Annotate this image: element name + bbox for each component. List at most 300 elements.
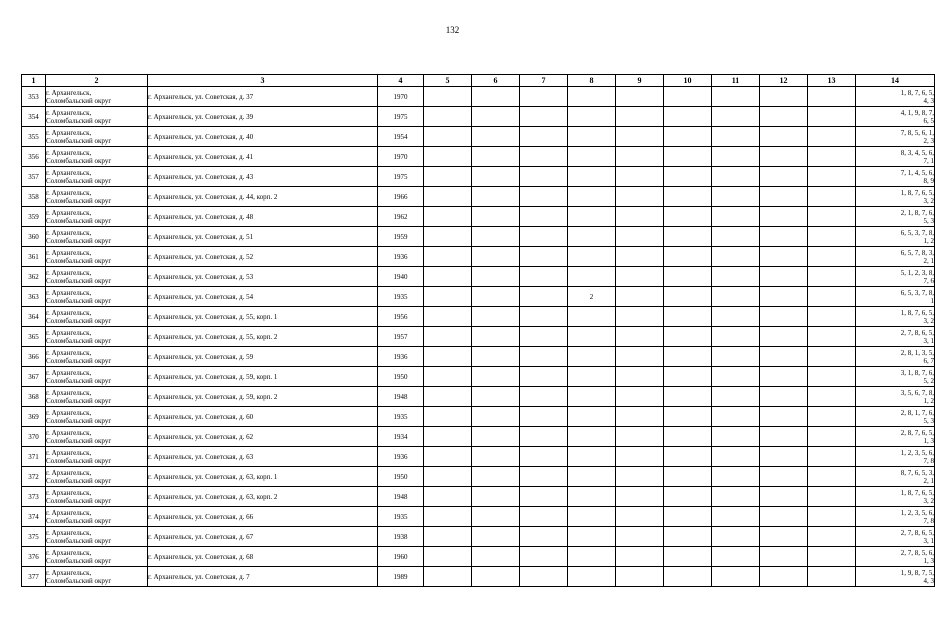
- column-6-cell: [472, 427, 520, 447]
- district-line: г. Архангельск,: [46, 408, 92, 417]
- district-line: г. Архангельск,: [46, 108, 92, 117]
- year-cell: 1989: [378, 567, 424, 587]
- column-13-cell: [808, 367, 856, 387]
- column-14-cell: [856, 487, 935, 507]
- year-cell: 1934: [378, 427, 424, 447]
- column-10-cell: [664, 487, 712, 507]
- year-cell: 1975: [378, 167, 424, 187]
- column-10-cell: [664, 87, 712, 107]
- column-9-cell: [616, 367, 664, 387]
- column-11-cell: [712, 467, 760, 487]
- column-5-cell: [424, 207, 472, 227]
- row-number: 368: [22, 387, 46, 407]
- column-10-cell: [664, 167, 712, 187]
- column-5-cell: [424, 387, 472, 407]
- table-row: [22, 387, 935, 407]
- column-5-cell: [424, 527, 472, 547]
- table-row: [22, 207, 935, 227]
- column-5-cell: [424, 307, 472, 327]
- column-14-line: 2, 7, 8, 5, 6,: [900, 548, 934, 557]
- column-header-1: 1: [22, 75, 46, 87]
- column-6-cell: [472, 367, 520, 387]
- column-9-cell: [616, 507, 664, 527]
- column-11-cell: [712, 547, 760, 567]
- column-14-line: 1, 2: [923, 236, 934, 245]
- column-5-cell: [424, 487, 472, 507]
- column-7-cell: [520, 207, 568, 227]
- column-14-cell: [856, 407, 935, 427]
- column-12-cell: [760, 207, 808, 227]
- row-number: 360: [22, 227, 46, 247]
- column-11-cell: [712, 147, 760, 167]
- district-cell: [46, 167, 148, 187]
- district-line: Соломбальский округ: [46, 236, 112, 245]
- column-8-cell: [568, 207, 616, 227]
- column-12-cell: [760, 487, 808, 507]
- column-14-cell: [856, 147, 935, 167]
- column-14-cell: [856, 267, 935, 287]
- column-14-cell: [856, 527, 935, 547]
- column-11-cell: [712, 527, 760, 547]
- column-6-cell: [472, 527, 520, 547]
- column-12-cell: [760, 127, 808, 147]
- column-6-cell: [472, 487, 520, 507]
- column-11-cell: [712, 187, 760, 207]
- column-header-3: 3: [148, 75, 378, 87]
- column-header-10: 10: [664, 75, 712, 87]
- column-9-cell: [616, 467, 664, 487]
- district-line: Соломбальский округ: [46, 416, 112, 425]
- column-10-cell: [664, 307, 712, 327]
- district-line: г. Архангельск,: [46, 88, 92, 97]
- column-14-line: 5, 1, 2, 3, 8,: [900, 268, 934, 277]
- buildings-table: [21, 74, 935, 587]
- year-cell: 1936: [378, 447, 424, 467]
- column-10-cell: [664, 347, 712, 367]
- column-13-cell: [808, 327, 856, 347]
- header-row: [22, 75, 935, 87]
- column-11-cell: [712, 347, 760, 367]
- column-14-line: 3, 1: [923, 336, 934, 345]
- row-number: 364: [22, 307, 46, 327]
- district-line: Соломбальский округ: [46, 436, 112, 445]
- district-line: Соломбальский округ: [46, 456, 112, 465]
- column-12-cell: [760, 107, 808, 127]
- row-number: 365: [22, 327, 46, 347]
- column-7-cell: [520, 307, 568, 327]
- column-14-line: 8, 7, 6, 5, 3,: [900, 468, 934, 477]
- address-cell: г. Архангельск, ул. Советская, д. 41: [148, 147, 378, 167]
- column-11-cell: [712, 567, 760, 587]
- address-cell: г. Архангельск, ул. Советская, д. 59: [148, 347, 378, 367]
- column-header-8: 8: [568, 75, 616, 87]
- column-10-cell: [664, 567, 712, 587]
- column-11-cell: [712, 447, 760, 467]
- row-number: 362: [22, 267, 46, 287]
- column-12-cell: [760, 467, 808, 487]
- address-cell: г. Архангельск, ул. Советская, д. 66: [148, 507, 378, 527]
- district-cell: [46, 127, 148, 147]
- district-line: Соломбальский округ: [46, 156, 112, 165]
- column-14-cell: [856, 167, 935, 187]
- column-14-cell: [856, 107, 935, 127]
- year-cell: 1950: [378, 467, 424, 487]
- column-9-cell: [616, 387, 664, 407]
- address-cell: г. Архангельск, ул. Советская, д. 62: [148, 427, 378, 447]
- table-body: [22, 87, 935, 587]
- column-5-cell: [424, 267, 472, 287]
- column-14-line: 3, 1, 8, 7, 6,: [900, 368, 934, 377]
- table-row: [22, 167, 935, 187]
- column-12-cell: [760, 227, 808, 247]
- column-7-cell: [520, 247, 568, 267]
- year-cell: 1950: [378, 367, 424, 387]
- column-12-cell: [760, 447, 808, 467]
- district-line: Соломбальский округ: [46, 516, 112, 525]
- district-cell: [46, 367, 148, 387]
- district-line: г. Архангельск,: [46, 508, 92, 517]
- district-line: г. Архангельск,: [46, 348, 92, 357]
- column-8-cell: [568, 547, 616, 567]
- column-8-cell: [568, 427, 616, 447]
- column-11-cell: [712, 227, 760, 247]
- district-line: г. Архангельск,: [46, 308, 92, 317]
- column-7-cell: [520, 507, 568, 527]
- district-line: г. Архангельск,: [46, 128, 92, 137]
- district-cell: [46, 267, 148, 287]
- column-header-7: 7: [520, 75, 568, 87]
- column-7-cell: [520, 327, 568, 347]
- column-8-cell: [568, 507, 616, 527]
- address-cell: г. Архангельск, ул. Советская, д. 54: [148, 287, 378, 307]
- row-number: 356: [22, 147, 46, 167]
- column-header-5: 5: [424, 75, 472, 87]
- column-13-cell: [808, 227, 856, 247]
- column-14-line: 3, 5, 6, 7, 8,: [900, 388, 934, 397]
- address-cell: г. Архангельск, ул. Советская, д. 48: [148, 207, 378, 227]
- district-line: г. Архангельск,: [46, 168, 92, 177]
- column-10-cell: [664, 227, 712, 247]
- column-13-cell: [808, 347, 856, 367]
- column-13-cell: [808, 287, 856, 307]
- column-6-cell: [472, 307, 520, 327]
- column-5-cell: [424, 427, 472, 447]
- district-cell: [46, 87, 148, 107]
- column-13-cell: [808, 127, 856, 147]
- district-cell: [46, 467, 148, 487]
- table-row: [22, 527, 935, 547]
- column-13-cell: [808, 487, 856, 507]
- column-14-line: 4, 3: [923, 576, 934, 585]
- column-7-cell: [520, 447, 568, 467]
- column-14-cell: [856, 467, 935, 487]
- column-14-cell: [856, 127, 935, 147]
- column-9-cell: [616, 227, 664, 247]
- column-6-cell: [472, 87, 520, 107]
- column-11-cell: [712, 287, 760, 307]
- table-row: [22, 107, 935, 127]
- district-line: г. Архангельск,: [46, 328, 92, 337]
- column-10-cell: [664, 127, 712, 147]
- column-9-cell: [616, 447, 664, 467]
- column-10-cell: [664, 287, 712, 307]
- table-row: [22, 347, 935, 367]
- column-5-cell: [424, 227, 472, 247]
- column-11-cell: [712, 387, 760, 407]
- district-cell: [46, 487, 148, 507]
- table-row: [22, 567, 935, 587]
- table-row: [22, 227, 935, 247]
- column-8-cell: [568, 247, 616, 267]
- address-cell: г. Архангельск, ул. Советская, д. 43: [148, 167, 378, 187]
- column-header-14: 14: [856, 75, 935, 87]
- year-cell: 1935: [378, 287, 424, 307]
- district-line: г. Архангельск,: [46, 388, 92, 397]
- column-12-cell: [760, 307, 808, 327]
- row-number: 372: [22, 467, 46, 487]
- column-13-cell: [808, 547, 856, 567]
- column-9-cell: [616, 487, 664, 507]
- column-10-cell: [664, 367, 712, 387]
- column-14-line: 8, 3, 4, 5, 6,: [900, 148, 934, 157]
- column-9-cell: [616, 527, 664, 547]
- column-9-cell: [616, 127, 664, 147]
- row-number: 371: [22, 447, 46, 467]
- column-14-line: 2, 7, 8, 6, 5,: [900, 328, 934, 337]
- column-13-cell: [808, 507, 856, 527]
- column-9-cell: [616, 187, 664, 207]
- district-cell: [46, 507, 148, 527]
- year-cell: 1970: [378, 147, 424, 167]
- district-line: Соломбальский округ: [46, 576, 112, 585]
- year-cell: 1956: [378, 307, 424, 327]
- column-12-cell: [760, 427, 808, 447]
- address-cell: г. Архангельск, ул. Советская, д. 7: [148, 567, 378, 587]
- column-11-cell: [712, 307, 760, 327]
- address-cell: г. Архангельск, ул. Советская, д. 60: [148, 407, 378, 427]
- column-5-cell: [424, 127, 472, 147]
- address-cell: г. Архангельск, ул. Советская, д. 63, корп. 2: [148, 487, 378, 507]
- column-14-line: 7, 8: [923, 516, 934, 525]
- district-cell: [46, 287, 148, 307]
- column-13-cell: [808, 147, 856, 167]
- column-6-cell: [472, 547, 520, 567]
- column-14-line: 3, 1: [923, 536, 934, 545]
- column-header-9: 9: [616, 75, 664, 87]
- district-line: г. Архангельск,: [46, 368, 92, 377]
- column-8-cell: [568, 147, 616, 167]
- column-8-cell: [568, 487, 616, 507]
- column-14-line: 2, 8, 1, 3, 5,: [900, 348, 934, 357]
- column-12-cell: [760, 327, 808, 347]
- column-8-cell: [568, 407, 616, 427]
- column-14-cell: [856, 367, 935, 387]
- column-5-cell: [424, 507, 472, 527]
- column-14-line: 2, 1: [923, 476, 934, 485]
- row-number: 357: [22, 167, 46, 187]
- column-9-cell: [616, 427, 664, 447]
- column-14-line: 7, 8: [923, 456, 934, 465]
- address-cell: г. Архангельск, ул. Советская, д. 39: [148, 107, 378, 127]
- district-cell: [46, 327, 148, 347]
- district-cell: [46, 527, 148, 547]
- district-line: г. Архангельск,: [46, 188, 92, 197]
- year-cell: 1940: [378, 267, 424, 287]
- district-line: Соломбальский округ: [46, 196, 112, 205]
- row-number: 353: [22, 87, 46, 107]
- column-7-cell: [520, 527, 568, 547]
- column-14-line: 7, 1, 4, 5, 6,: [900, 168, 934, 177]
- column-5-cell: [424, 247, 472, 267]
- column-10-cell: [664, 247, 712, 267]
- column-7-cell: [520, 367, 568, 387]
- district-cell: [46, 227, 148, 247]
- row-number: 367: [22, 367, 46, 387]
- district-cell: [46, 347, 148, 367]
- column-7-cell: [520, 467, 568, 487]
- column-11-cell: [712, 127, 760, 147]
- column-14-line: 2, 7, 8, 6, 5,: [900, 528, 934, 537]
- column-6-cell: [472, 287, 520, 307]
- district-line: Соломбальский округ: [46, 376, 112, 385]
- column-11-cell: [712, 327, 760, 347]
- column-13-cell: [808, 427, 856, 447]
- district-line: г. Архангельск,: [46, 548, 92, 557]
- column-6-cell: [472, 107, 520, 127]
- district-line: г. Архангельск,: [46, 428, 92, 437]
- column-14-cell: [856, 307, 935, 327]
- column-12-cell: [760, 187, 808, 207]
- column-10-cell: [664, 207, 712, 227]
- column-7-cell: [520, 387, 568, 407]
- column-11-cell: [712, 407, 760, 427]
- column-10-cell: [664, 447, 712, 467]
- column-14-line: 1, 8, 7, 6, 5,: [900, 188, 934, 197]
- column-13-cell: [808, 247, 856, 267]
- column-8-cell: [568, 387, 616, 407]
- row-number: 374: [22, 507, 46, 527]
- column-11-cell: [712, 487, 760, 507]
- column-13-cell: [808, 387, 856, 407]
- column-14-cell: [856, 347, 935, 367]
- address-cell: г. Архангельск, ул. Советская, д. 55, корп. 2: [148, 327, 378, 347]
- district-line: г. Архангельск,: [46, 568, 92, 577]
- address-cell: г. Архангельск, ул. Советская, д. 63, корп. 1: [148, 467, 378, 487]
- row-number: 373: [22, 487, 46, 507]
- column-14-line: 5, 3: [923, 216, 934, 225]
- address-cell: г. Архангельск, ул. Советская, д. 53: [148, 267, 378, 287]
- column-11-cell: [712, 207, 760, 227]
- row-number: 369: [22, 407, 46, 427]
- district-cell: [46, 407, 148, 427]
- column-12-cell: [760, 147, 808, 167]
- column-14-line: 7, 1: [923, 156, 934, 165]
- row-number: 361: [22, 247, 46, 267]
- column-11-cell: [712, 367, 760, 387]
- column-14-line: 1, 8, 7, 6, 5,: [900, 308, 934, 317]
- column-14-cell: [856, 387, 935, 407]
- column-5-cell: [424, 347, 472, 367]
- year-cell: 1962: [378, 207, 424, 227]
- column-5-cell: [424, 107, 472, 127]
- district-line: г. Архангельск,: [46, 528, 92, 537]
- row-number: 375: [22, 527, 46, 547]
- table-row: [22, 447, 935, 467]
- column-9-cell: [616, 267, 664, 287]
- column-10-cell: [664, 107, 712, 127]
- address-cell: г. Архангельск, ул. Советская, д. 52: [148, 247, 378, 267]
- column-header-2: 2: [46, 75, 148, 87]
- column-13-cell: [808, 567, 856, 587]
- column-8-cell: 2: [568, 287, 616, 307]
- column-14-line: 4, 3: [923, 96, 934, 105]
- column-9-cell: [616, 307, 664, 327]
- district-line: Соломбальский округ: [46, 216, 112, 225]
- address-cell: г. Архангельск, ул. Советская, д. 67: [148, 527, 378, 547]
- year-cell: 1935: [378, 507, 424, 527]
- column-12-cell: [760, 347, 808, 367]
- column-14-line: 7, 8, 5, 6, 1,: [900, 128, 934, 137]
- column-9-cell: [616, 147, 664, 167]
- column-13-cell: [808, 467, 856, 487]
- column-9-cell: [616, 287, 664, 307]
- column-8-cell: [568, 227, 616, 247]
- table-row: [22, 87, 935, 107]
- column-6-cell: [472, 127, 520, 147]
- address-cell: г. Архангельск, ул. Советская, д. 55, корп. 1: [148, 307, 378, 327]
- column-14-cell: [856, 427, 935, 447]
- row-number: 359: [22, 207, 46, 227]
- column-6-cell: [472, 167, 520, 187]
- column-6-cell: [472, 147, 520, 167]
- column-14-line: 7, 6: [923, 276, 934, 285]
- column-14-line: 5, 3: [923, 416, 934, 425]
- column-8-cell: [568, 347, 616, 367]
- column-12-cell: [760, 267, 808, 287]
- column-10-cell: [664, 407, 712, 427]
- column-10-cell: [664, 327, 712, 347]
- column-10-cell: [664, 467, 712, 487]
- column-14-line: 5, 2: [923, 376, 934, 385]
- column-13-cell: [808, 267, 856, 287]
- district-line: г. Архангельск,: [46, 248, 92, 257]
- column-5-cell: [424, 467, 472, 487]
- year-cell: 1948: [378, 487, 424, 507]
- column-8-cell: [568, 527, 616, 547]
- column-13-cell: [808, 207, 856, 227]
- column-14-line: 6, 5, 7, 8, 3,: [900, 248, 934, 257]
- column-12-cell: [760, 287, 808, 307]
- table-row: [22, 147, 935, 167]
- column-8-cell: [568, 187, 616, 207]
- column-7-cell: [520, 127, 568, 147]
- column-9-cell: [616, 207, 664, 227]
- district-line: Соломбальский округ: [46, 136, 112, 145]
- column-6-cell: [472, 407, 520, 427]
- column-8-cell: [568, 307, 616, 327]
- column-5-cell: [424, 87, 472, 107]
- table-row: [22, 287, 935, 307]
- table-row: [22, 327, 935, 347]
- column-7-cell: [520, 187, 568, 207]
- district-cell: [46, 547, 148, 567]
- column-13-cell: [808, 87, 856, 107]
- column-7-cell: [520, 107, 568, 127]
- district-line: Соломбальский округ: [46, 356, 112, 365]
- column-14-line: 1: [930, 296, 934, 305]
- column-14-line: 1, 9, 8, 7, 5,: [900, 568, 934, 577]
- column-14-line: 6, 5, 3, 7, 8,: [900, 228, 934, 237]
